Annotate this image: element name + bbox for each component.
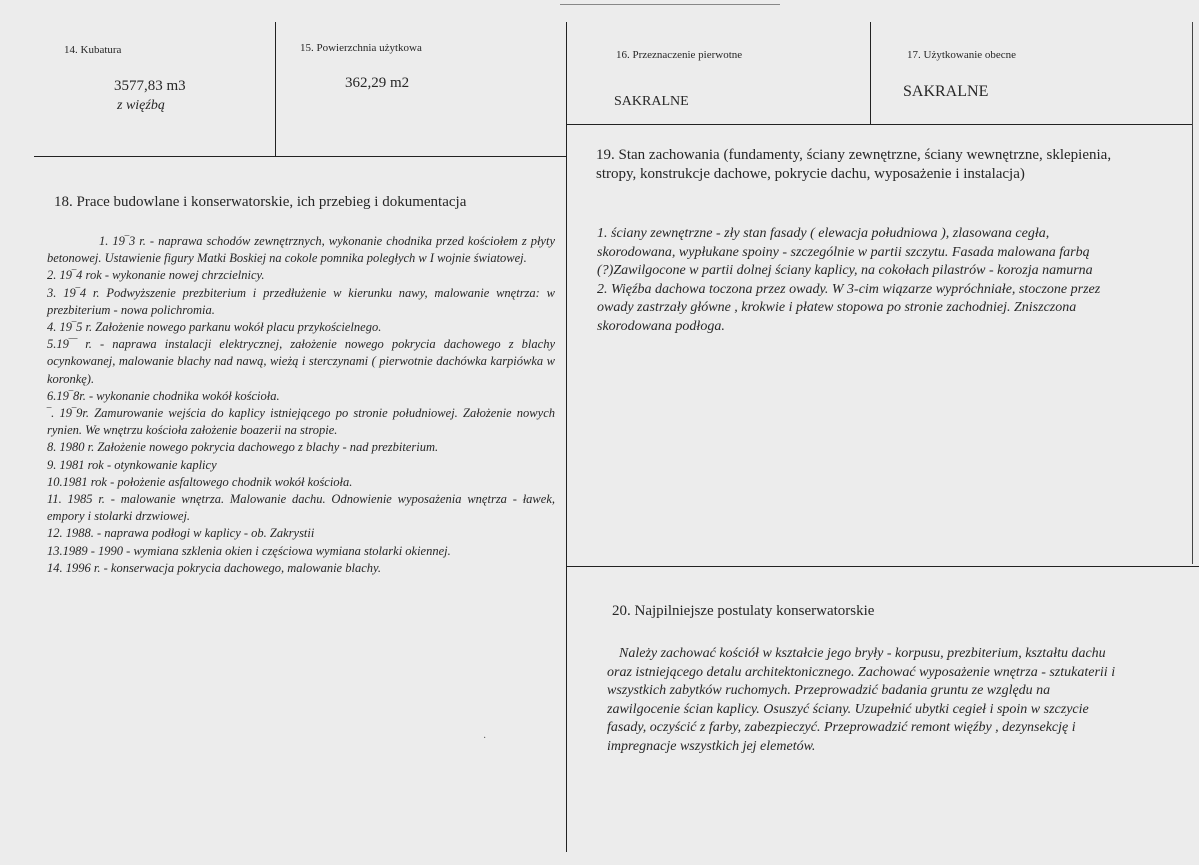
postulaty-heading: 20. Najpilniejsze postulaty konserwatorskie: [612, 603, 875, 619]
powierzchnia-label: 15. Powierzchnia użytkowa: [300, 42, 422, 54]
uzytkowanie-label: 17. Użytkowanie obecne: [907, 49, 1017, 61]
divider-vertical-right: [1192, 22, 1193, 564]
prace-item: 14. 1996 r. - konserwacja pokrycia dachowego, malowanie blachy.: [47, 560, 381, 575]
prace-item: 6.19‾8r. - wykonanie chodnika wokół kościoła.: [47, 388, 280, 403]
kubatura-value: 3577,83 m3: [114, 78, 186, 94]
prace-item: 5.19‾‾ r. - naprawa instalacji elektrycznej, założenie nowego pokrycia dachowego z blachy ocynkowanej, malowanie blachy nad nawą, wieżą i sterczynami ( pierwotnie dachówka karpiówka w koronkę).: [47, 337, 555, 386]
kubatura-note: z więźbą: [117, 98, 165, 113]
divider-mid-right: [566, 566, 1199, 567]
divider-vertical-1: [275, 22, 276, 156]
prace-item: 9. 1981 rok - otynkowanie kaplicy: [47, 457, 217, 472]
prace-item: 3. 19‾4 r. Podwyższenie prezbiterium i przedłużenie w kierunku nawy, malowanie wnętrza: w prezbiterium - nowa polichromia.: [47, 285, 555, 317]
przeznaczenie-value: SAKRALNE: [614, 94, 689, 109]
divider-vertical-3: [870, 22, 871, 124]
postulaty-text-block: [607, 645, 1123, 757]
prace-item: 4. 19‾5 r. Założenie nowego parkanu wokół placu przykościelnego.: [47, 320, 382, 335]
powierzchnia-value: 362,29 m2: [345, 75, 410, 91]
stan-list: [597, 225, 1127, 337]
prace-item: ‾. 19‾9r. Zamurowanie wejścia do kaplicy istniejącego po stronie południowej. Założenie nowych rynien. We wnętrzu kościoła założenie boazerii na stropie.: [47, 406, 555, 438]
stan-heading: 19. Stan zachowania (fundamenty, ściany zewnętrzne, ściany wewnętrzne, sklepienia, stropy, konstrukcje dachowe, pokrycie dachu, wyposażenie i instalacja): [596, 147, 1112, 182]
prace-item: 2. 19‾4 rok - wykonanie nowej chrzcielnicy.: [47, 268, 265, 283]
stan-item: 1. ściany zewnętrzne - zły stan fasady ( elewacja południowa ), zlasowana cegła, skorodowana, wypłukane spoiny - szczególnie w partii szczytu. Fasada malowana farbą (?)Zawilgocone w partii dolnej ściany kaplicy, na cokołach pilastrów - korozja namurna: [597, 226, 1093, 279]
top-edge-line: [560, 4, 780, 5]
kubatura-label: 14. Kubatura: [64, 44, 122, 56]
divider-vertical-2: [566, 22, 567, 852]
stan-item: 2. Więźba dachowa toczona przez owady. W 3-cim wiązarze wypróchniałe, stoczone przez owady zastrzały główne , krokwie i płatew stopowa po stronie zachodniej. Zniszczona skorodowana podłoga.: [597, 281, 1101, 334]
prace-item: 8. 1980 r. Założenie nowego pokrycia dachowego z blachy - nad prezbiterium.: [47, 440, 439, 455]
prace-item: 11. 1985 r. - malowanie wnętrza. Malowanie dachu. Odnowienie wyposażenia wnętrza - ławek, empory i stolarki drzwiowej.: [47, 492, 555, 524]
prace-list: [47, 233, 555, 577]
postulaty-text: Należy zachować kościół w kształcie jego bryły - korpusu, prezbiterium, kształtu dachu oraz istniejącego detalu architektonicznego. Zachować wyposażenie wnętrza - sztukaterii i wszystkich zabytków ruchomych. Przeprowadzić badania gruntu ze względu na zawilgocenie ścian kaplicy. Osuszyć ściany. Uzupełnić ubytki cegieł i spoin w szczycie fasady, oczyścić z farby, zabezpieczyć. Przeprowadzić remont więźby , dezynsekcję i impregnacje wszystkich jej elemetów.: [607, 646, 1116, 754]
prace-item: 1. 19‾3 r. - naprawa schodów zewnętrznych, wykonanie chodnika przed kościołem z płyty betonowej. Ustawienie figury Matki Boskiej na cokole pomnika poległych w I wojnie światowej.: [47, 234, 555, 266]
prace-item: 13.1989 - 1990 - wymiana szklenia okien i częściowa wymiana stolarki okiennej.: [47, 543, 451, 558]
przeznaczenie-label: 16. Przeznaczenie pierwotne: [616, 49, 743, 61]
scan-speck: ·: [483, 733, 487, 744]
prace-item: 12. 1988. - naprawa podłogi w kaplicy - ob. Zakrystii: [47, 526, 315, 541]
divider-top-left: [34, 156, 567, 157]
divider-top-right: [566, 124, 1192, 125]
prace-item: 10.1981 rok - położenie asfaltowego chodnik wokół kościoła.: [47, 474, 353, 489]
uzytkowanie-value: SAKRALNE: [903, 83, 989, 100]
prace-heading: 18. Prace budowlane i konserwatorskie, ich przebieg i dokumentacja: [54, 194, 467, 210]
